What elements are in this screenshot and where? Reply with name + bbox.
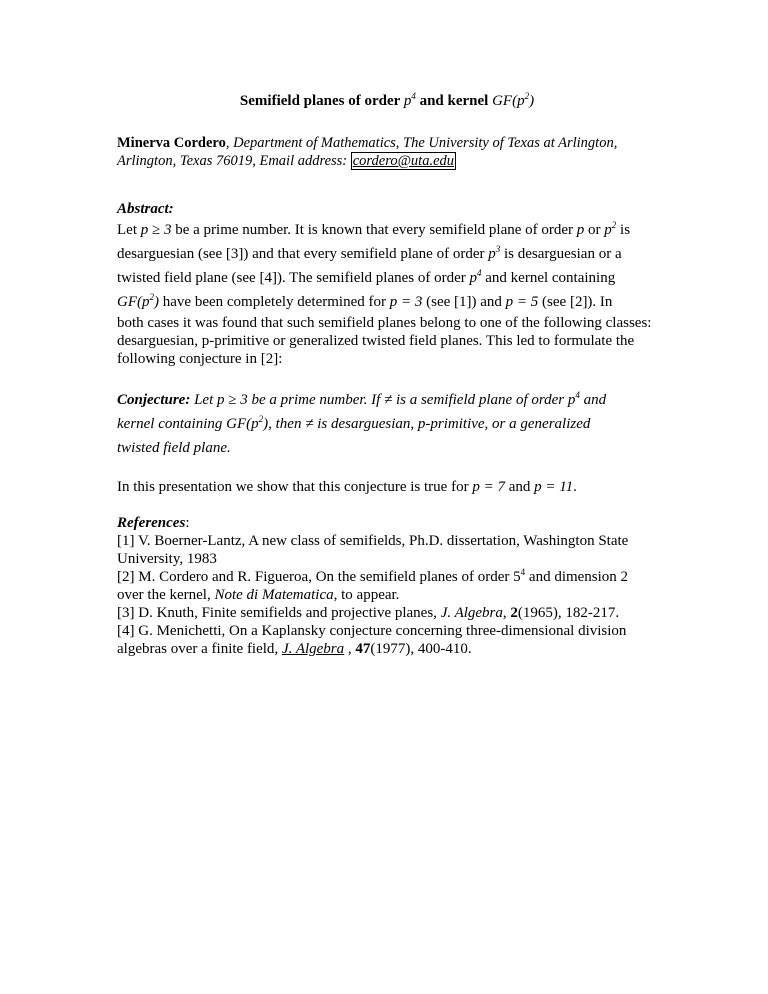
conjecture-label: Conjecture: (117, 392, 191, 408)
document-page (117, 92, 657, 658)
abstract-body-continued: both cases it was found that such semifield planes belong to one of the following classes: desarguesian, p-primitive or generalized twisted field planes. This led to formulate the following conjecture in [2]: (117, 315, 652, 367)
reference-item: [1] V. Boerner-Lantz, A new class of semifields, Ph.D. dissertation, Washington State University, 1983 (117, 533, 629, 567)
reference-item: [2] M. Cordero and R. Figueroa, On the semifield planes of order $5^4$ and dimension 2 over the kernel, Note di Matematica, to appear. (117, 567, 629, 603)
abstract-heading: Abstract: (117, 201, 174, 217)
abstract-section (117, 200, 657, 368)
paper-title (117, 92, 657, 110)
author-name: Minerva Cordero (117, 135, 226, 151)
reference-item: [3] D. Knuth, Finite semifields and projective planes, J. Algebra, 2(1965), 182-217. (117, 605, 620, 621)
author-affiliation: , Department of Mathematics, The University of Texas at Arlington, Arlington, Texas 76019, Email address: (117, 135, 618, 169)
references-heading: References: (117, 515, 190, 531)
abstract-body: Let p ≥ 3 be a prime number. It is known that every semifield plane of order p or $p^2$ is desarguesian (see [3]) and that every semifield plane of order $p^3$ is desarguesian or a twisted field plane (see [4]). The semifield planes of order $p^4$ and kernel containing $GF(p^2)$ have been completely determined for p = 3 (see [1]) and p = 5 (see [2]). In (117, 220, 631, 310)
presentation-statement: In this presentation we show that this conjecture is true for p = 7 and p = 11. (117, 479, 577, 495)
title-text-kernel: and kernel (419, 93, 489, 109)
author-email-link[interactable]: cordero@uta.edu (352, 153, 455, 169)
references-section (117, 514, 657, 658)
reference-item: [4] G. Menichetti, On a Kaplansky conjecture concerning three-dimensional division algebras over a finite field, J. Algebra , 47(1977), 400-410. (117, 623, 627, 657)
conjecture-block: Conjecture: Let p ≥ 3 be a prime number. If ≠ is a semifield plane of order $p^4$ and kernel containing $GF(p^2)$, then ≠ is desarguesian, p-primitive, or a generalized twisted field plane. (117, 390, 607, 456)
title-text: Semifield planes of order (239, 93, 401, 109)
title-math-gf: $GF(p^2)$ (492, 91, 535, 109)
title-math-p: $p^4$ (403, 91, 416, 109)
author-block (117, 134, 657, 170)
